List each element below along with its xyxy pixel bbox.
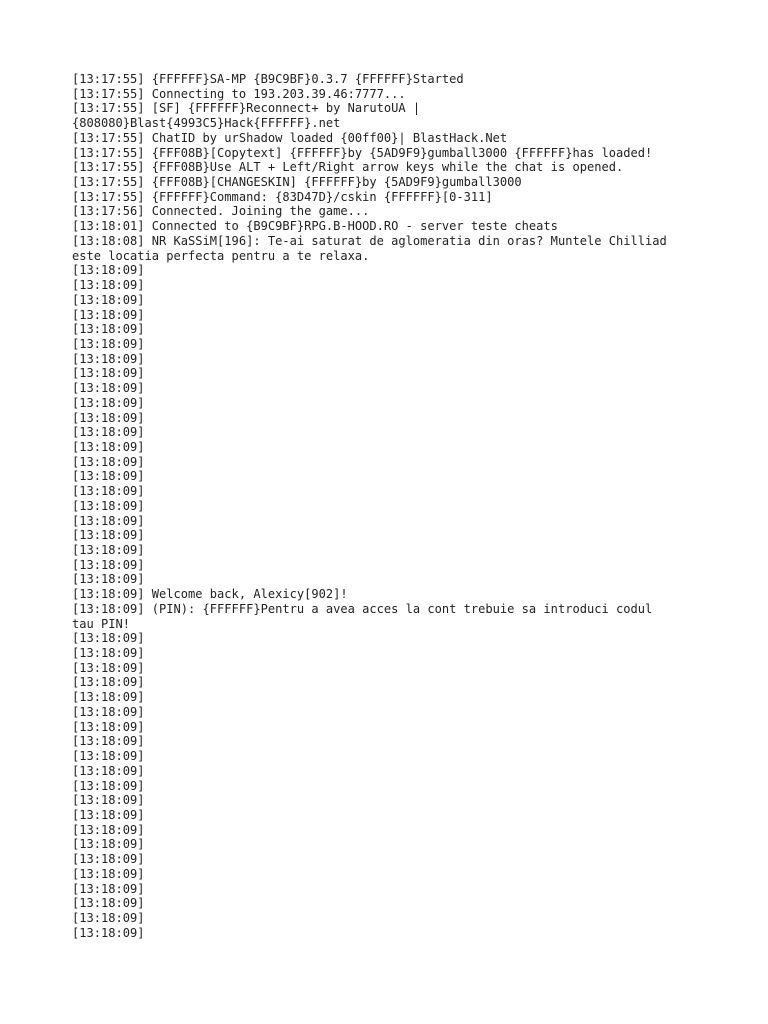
log-line: [13:18:09] (72, 690, 145, 705)
log-line: [13:18:09] (72, 351, 145, 366)
log-line: [13:18:09] (72, 572, 145, 587)
log-line: [13:18:09] (72, 675, 145, 690)
log-line: [13:18:09] (72, 881, 145, 896)
log-line: [13:18:09] (72, 557, 145, 572)
log-line: [13:18:09] (72, 543, 145, 557)
log-line: [13:17:55] {FFF08B}[Copytext] {FFFFFF}by {5AD9F9}gumball3000 {FFFFFF}has loaded! (72, 145, 653, 160)
log-line: [13:18:09] (72, 631, 145, 646)
log-line: [13:18:09] (72, 719, 145, 734)
log-line: [13:17:55] {FFFFFF}Command: {83D47D}/cskin {FFFFFF}[0-311] (72, 189, 493, 204)
log-line: [13:18:09] (72, 749, 145, 764)
log-line: [13:18:09] (72, 646, 145, 661)
log-line: [13:18:09] (72, 896, 145, 911)
log-line: [13:17:55] Connecting to 193.203.39.46:7777... (72, 86, 406, 101)
log-line: [13:18:09] (72, 336, 145, 351)
log-line: [13:18:09] (72, 484, 145, 499)
log-line: [13:18:01] Connected to {B9C9BF}RPG.B-HOOD.RO - server teste cheats (72, 219, 558, 234)
log-line: [13:18:09] (72, 822, 145, 837)
log-line: [13:18:09] (72, 704, 145, 719)
chat-log-text (72, 72, 696, 940)
log-line: [13:18:09] (72, 852, 145, 867)
log-line: [13:18:09] (72, 439, 145, 454)
log-line: [13:17:55] [SF] {FFFFFF}Reconnect+ by NarutoUA | {808080}Blast{4993C5}Hack{FFFFFF}.net (72, 101, 421, 131)
log-line: [13:18:09] (72, 425, 145, 440)
log-line: [13:18:09] (72, 837, 145, 852)
log-line: [13:18:09] (72, 793, 145, 808)
log-line: [13:17:55] {FFFFFF}SA-MP {B9C9BF}0.3.7 {FFFFFF}Started (72, 72, 464, 86)
log-line: [13:18:09] (72, 807, 145, 822)
log-line: [13:18:09] (72, 292, 145, 307)
log-line: [13:18:09] (72, 469, 145, 484)
log-line: [13:18:09] (72, 322, 145, 337)
log-line: [13:18:09] (72, 381, 145, 396)
log-line: [13:17:55] {FFF08B}Use ALT + Left/Right arrow keys while the chat is opened. (72, 160, 624, 175)
log-line: [13:18:09] (72, 498, 145, 513)
log-line: [13:17:55] {FFF08B}[CHANGESKIN] {FFFFFF}by {5AD9F9}gumball3000 (72, 175, 522, 190)
log-line: [13:18:08] NR KaSSiM[196]: Te-ai saturat de aglomeratia din oras? Muntele Chilliad este locatia perfecta pentru a te relaxa. (72, 233, 667, 263)
log-line: [13:18:09] (72, 513, 145, 528)
log-line: [13:18:09] (72, 778, 145, 793)
log-line: [13:18:09] (72, 263, 145, 278)
log-line: [13:18:09] (72, 366, 145, 381)
log-line: [13:18:09] (PIN): {FFFFFF}Pentru a avea acces la cont trebuie sa introduci codul tau PIN! (72, 601, 653, 631)
log-line: [13:18:09] (72, 763, 145, 778)
log-line: [13:18:09] (72, 395, 145, 410)
log-line: [13:18:09] (72, 910, 145, 925)
log-line: [13:17:55] ChatID by urShadow loaded {00ff00}| BlastHack.Net (72, 130, 508, 145)
log-line: [13:17:56] Connected. Joining the game... (72, 204, 370, 219)
log-line: [13:18:09] (72, 734, 145, 749)
log-line: [13:18:09] (72, 925, 145, 940)
log-line: [13:18:09] (72, 454, 145, 469)
log-line: [13:18:09] (72, 410, 145, 425)
log-line: [13:18:09] (72, 278, 145, 293)
log-line: [13:18:09] (72, 307, 145, 322)
log-line: [13:18:09] Welcome back, Alexicy[902]! (72, 587, 348, 602)
log-line: [13:18:09] (72, 866, 145, 881)
log-line: [13:18:09] (72, 528, 145, 543)
log-line: [13:18:09] (72, 660, 145, 675)
